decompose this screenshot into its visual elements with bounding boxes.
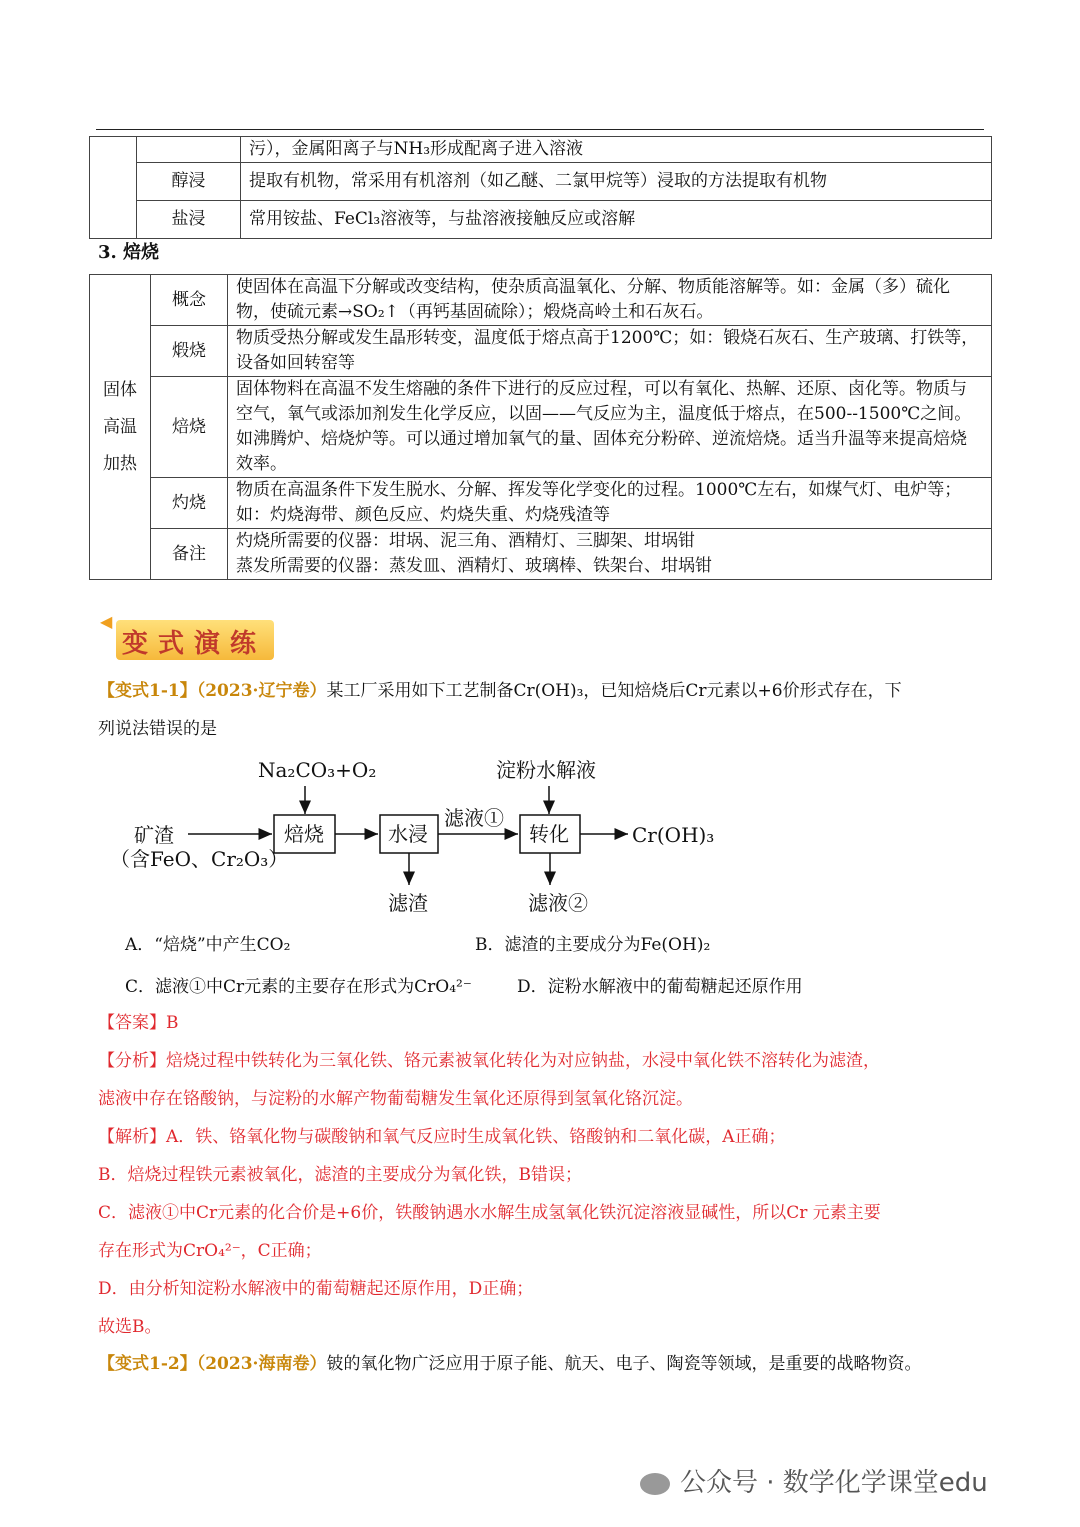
- row-label: 灼烧: [151, 478, 228, 529]
- table1-row1-text: 提取有机物，常采用有机溶剂（如乙醚、二氯甲烷等）浸取的方法提取有机物: [241, 163, 992, 201]
- q2-stem: 铍的氧化物广泛应用于原子能、航天、电子、陶瓷等领域，是重要的战略物资。: [326, 1354, 922, 1374]
- explain-line-2: B．焙烧过程铁元素被氧化，滤渣的主要成分为氧化铁，B错误；: [98, 1165, 582, 1185]
- q1-stem-b: 列说法错误的是: [98, 719, 217, 739]
- row-label: 焙烧: [151, 377, 228, 478]
- table1-row0-text: 污），金属阳离子与NH₃形成配离子进入溶液: [241, 137, 992, 163]
- top-rule: [96, 129, 984, 130]
- answer-block: [98, 1004, 988, 1346]
- row-text: [228, 529, 992, 580]
- row-label: 煅烧: [151, 326, 228, 377]
- explain-line-4: 存在形式为CrO₄²⁻，C正确；: [98, 1241, 322, 1261]
- answer: 【答案】B: [98, 1013, 179, 1033]
- explain-line-6: 故选B。: [98, 1317, 162, 1337]
- flow-box-2: 水浸: [388, 822, 428, 846]
- table1-row2-text: 常用铵盐、FeCl₃溶液等，与盐溶液接触反应或溶解: [241, 201, 992, 239]
- banner-text: 变式演练: [122, 629, 267, 659]
- leaching-table: [89, 136, 992, 239]
- flow-box-1: 焙烧: [284, 822, 324, 846]
- flow-input-1: Na₂CO₃+O₂: [258, 758, 377, 782]
- option-a: A．“焙烧”中产生CO₂: [125, 935, 291, 955]
- group-label-3: 加热: [103, 453, 137, 474]
- flow-filtrate-1: 滤液①: [444, 806, 504, 830]
- practice-banner: [100, 610, 280, 662]
- footer-text: 公众号 · 数学化学课堂edu: [680, 1468, 988, 1498]
- speaker-icon: ◀: [100, 612, 113, 631]
- analysis-line-2: 滤液中存在铬酸钠，与淀粉的水解产物葡萄糖发生氧化还原得到氢氧化铬沉淀。: [98, 1089, 693, 1109]
- flow-residue: 滤渣: [388, 891, 428, 915]
- explain-line-1: 【解析】A．铁、铬氧化物与碳酸钠和氧气反应时生成氧化铁、铬酸钠和二氧化碳，A正确；: [98, 1127, 786, 1147]
- option-b: B．滤渣的主要成分为Fe(OH)₂: [475, 935, 711, 955]
- analysis-line-1: 【分析】焙烧过程中铁转化为三氧化铁、铬元素被氧化转化为对应钠盐，水浸中氧化铁不溶转化为滤渣，: [98, 1051, 880, 1071]
- table1-row2-label: 盐浸: [137, 201, 241, 239]
- group-label-1: 固体: [103, 379, 137, 400]
- explain-line-5: D．由分析知淀粉水解液中的葡萄糖起还原作用，D正确；: [98, 1279, 534, 1299]
- flow-input-2: 淀粉水解液: [496, 758, 596, 782]
- process-flowchart: [100, 750, 740, 920]
- flow-raw: 矿渣: [134, 823, 174, 847]
- group-label: [90, 275, 151, 580]
- option-d: D．淀粉水解液中的葡萄糖起还原作用: [517, 977, 803, 997]
- wechat-icon: [640, 1473, 670, 1495]
- row-label: 备注: [151, 529, 228, 580]
- row-text: 物质在高温条件下发生脱水、分解、挥发等化学变化的过程。1000℃左右，如煤气灯、电炉等；如：灼烧海带、颜色反应、灼烧失重、灼烧残渣等: [228, 478, 992, 529]
- row-text: 使固体在高温下分解或改变结构，使杂质高温氧化、分解、物质能溶解等。如：金属（多）硫化物，使硫元素→SO₂↑（再钙基固硫除）；煅烧高岭土和石灰石。: [228, 275, 992, 326]
- section-heading: 3. 焙烧: [98, 242, 160, 263]
- note-line-2: 蒸发所需要的仪器：蒸发皿、酒精灯、玻璃棒、铁架台、坩埚钳: [236, 556, 712, 576]
- q1-tag: 【变式1-1】: [98, 681, 197, 701]
- q2-tag: 【变式1-2】: [98, 1354, 197, 1374]
- q2-source: （2023·海南卷）: [196, 1354, 327, 1374]
- option-c: C．滤液①中Cr元素的主要存在形式为CrO₄²⁻: [125, 977, 472, 997]
- row-text: 物质受热分解或发生晶形转变，温度低于熔点高于1200℃；如：锻烧石灰石、生产玻璃、打铁等，设备如回转窑等: [228, 326, 992, 377]
- flow-filtrate-2: 滤液②: [528, 891, 588, 915]
- row-label: 概念: [151, 275, 228, 326]
- group-label-2: 高温: [103, 416, 137, 437]
- question-1: [98, 672, 988, 748]
- q1-source: （2023·辽宁卷）: [196, 681, 327, 701]
- question-2: [98, 1345, 988, 1383]
- flow-product: Cr(OH)₃: [632, 823, 715, 847]
- flow-box-3: 转化: [529, 822, 569, 846]
- roasting-table: [89, 274, 992, 580]
- wechat-footer: [640, 1462, 988, 1499]
- row-text: 固体物料在高温不发生熔融的条件下进行的反应过程，可以有氧化、热解、还原、卤化等。物质与空气，氧气或添加剂发生化学反应，以固——气反应为主，温度低于熔点，在500--1500℃之间。如沸腾炉、焙烧炉等。可以通过增加氧气的量、固体充分粉碎、逆流焙烧。适当升温等来提高焙烧效率。: [228, 377, 992, 478]
- explain-line-3: C．滤液①中Cr元素的化合价是+6价，铁酸钠遇水水解生成氢氧化铁沉淀溶液显碱性，所以Cr 元素主要: [98, 1203, 881, 1223]
- q1-stem-a: 某工厂采用如下工艺制备Cr(OH)₃，已知焙烧后Cr元素以+6价形式存在，下: [326, 681, 902, 701]
- flow-raw-note: （含FeO、Cr₂O₃）: [110, 847, 289, 871]
- note-line-1: 灼烧所需要的仪器：坩埚、泥三角、酒精灯、三脚架、坩埚钳: [236, 531, 695, 551]
- table1-row1-label: 醇浸: [137, 163, 241, 201]
